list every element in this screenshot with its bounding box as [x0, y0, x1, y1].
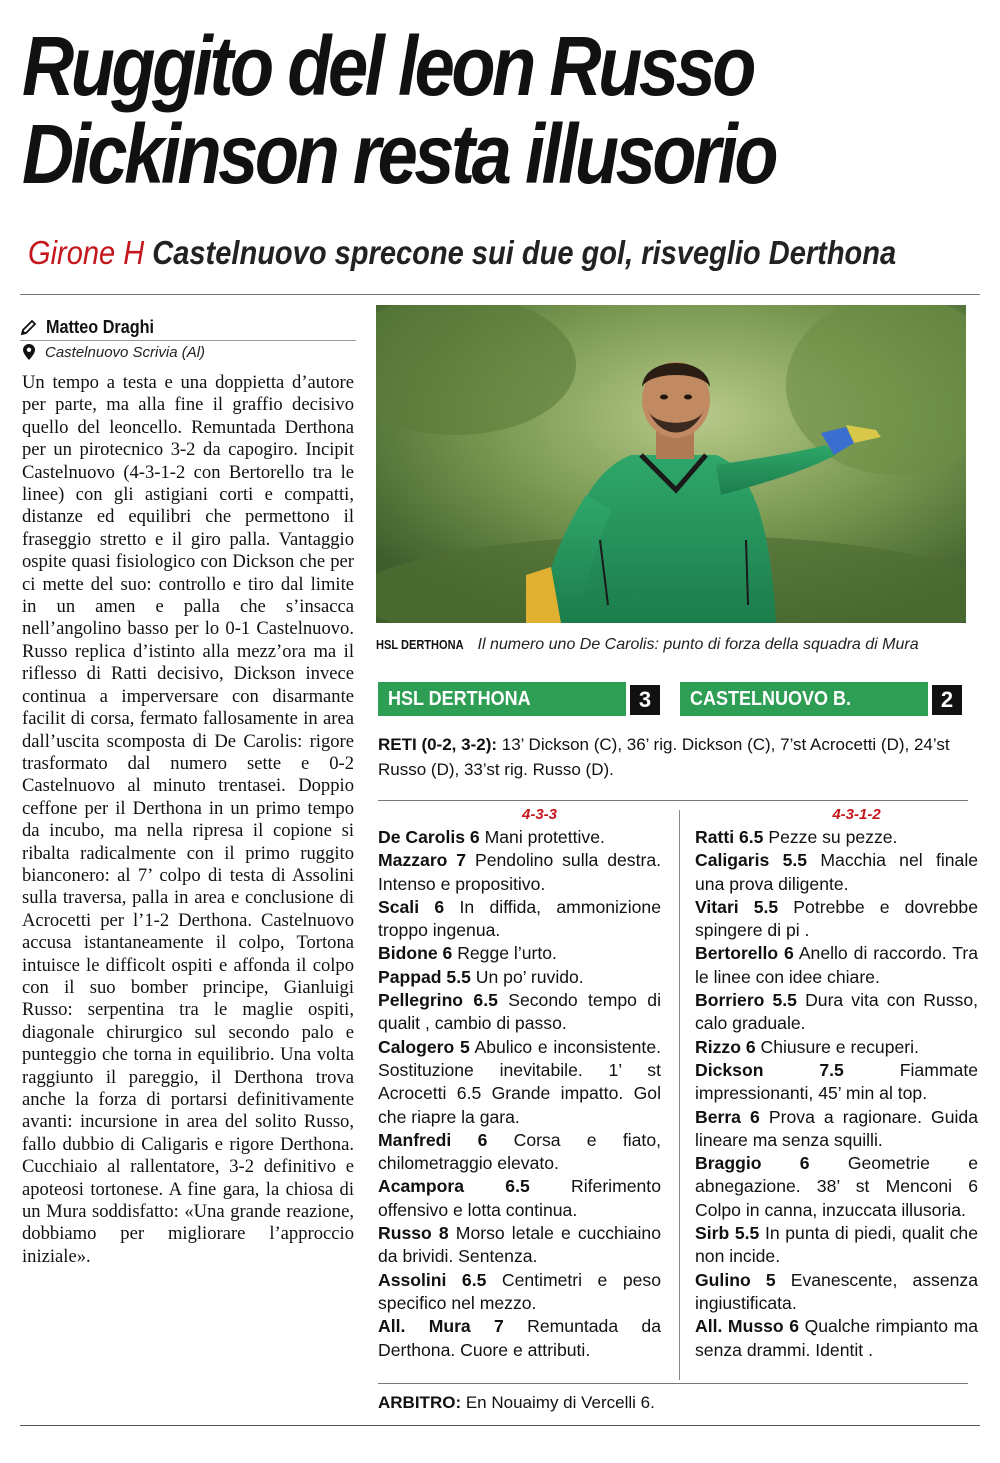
author-name: Matteo Draghi — [46, 316, 155, 337]
article-paragraph: Un tempo a testa e una doppietta d’autore per parte, ma alla fine il graffio decisivo quello del leoncello. Remuntada Derthona per un pirotecnico 3-2 da capogiro. Incipit Castelnuovo (4-3-1-2 con Bertorello tra le linee) con gli astigiani corti e compatti, distanze ed equilibri che permettono il fraseggio stretto e il giro palla. Vantaggio ospite quasi fisiologico con Dickson che per ci mette del suo: controllo e tiro dal limite in un amen e palla che s’insacca nell’angolino basso per lo 0-1 Castelnuovo. Russo replica d’istinto alla mezz’ora ma il riflesso di Ratti decisivo, Dickson invece continua a imperversare con disarmante facilit di corsa, fermato fallosamente in area dall’uscita scomposta di De Carolis: rigore trasformato dal numero sette e 0-2 Castelnuovo al minuto trentasei. Doppio ceffone per il Derthona in un primo tempo da incubo, ma nella ripresa il copione si ribalta radicalmente con il primo ruggito bianconero: al 7’ colpo di testa di Assolini sulla traversa, palla in area e conclusione di Acrocetti per l’1-2 Derthona. Castelnuovo accusa istantaneamente il colpo, Tortona intuisce le difficolt ospiti e affonda il colpo con il suo bomber principe, Gianluigi Russo: serpentina tra le maglie ospiti, diagonale chirurgico sul secondo palo e punteggio che torna in equilibrio. Una volta raggiunto il pareggio, il Derthona trova anche la forza di portarsi definitivamente avanti: incursione in area del solito Russo, fallo dubbio di Caligaris e rigore Derthona. Cucchiaio al rallentatore, 3-2 definitivo e apoteosi tortonese. A fine gara, la chiosa di un Mura soddisfatto: «Una grande reazione, dobbiamo per migliorare l’approccio iniziale». — [22, 372, 354, 1267]
rating-entry — [695, 1269, 978, 1316]
article-photo — [376, 305, 966, 623]
player-rating: De Carolis 6 — [378, 827, 480, 847]
goals-label: RETI (0-2, 3-2): — [378, 735, 498, 754]
rating-entry — [695, 1152, 978, 1222]
player-comment: Abulico e inconsistente. Sostituzione inevitabile. 1’ st Acrocetti 6.5 Grande impatto. Gol che riapre la gara. — [378, 1036, 661, 1127]
rating-entry — [378, 1129, 661, 1176]
subheadline-text: Castelnuovo sprecone sui due gol, risveglio Derthona — [152, 234, 897, 271]
referee-label: ARBITRO: — [378, 1393, 462, 1412]
home-ratings — [378, 806, 661, 1362]
player-comment: In diffida, ammonizione troppo ingenua. — [378, 896, 661, 941]
home-formation: 4-3-3 — [521, 806, 558, 823]
rating-entry — [378, 1315, 661, 1362]
rating-entry — [695, 1315, 978, 1362]
player-rating: Pappad 5.5 — [378, 966, 471, 987]
player-rating: Acampora 6.5 — [378, 1176, 530, 1197]
article-body — [22, 372, 354, 1268]
ratings-divider — [378, 800, 968, 801]
pencil-icon — [20, 318, 38, 336]
player-comment: Fiammate impressionanti, 45’ min al top. — [695, 1059, 978, 1104]
byline — [20, 312, 358, 342]
player-rating: Sirb 5.5 — [695, 1223, 760, 1244]
subheadline — [28, 234, 896, 272]
player-rating: Assolini 6.5 — [378, 1269, 487, 1290]
goals-text: 13’ Dickson (C), 36’ rig. Dickson (C), 7’st Acrocetti (D), 24’st Russo (D), 33’st rig. Russo (D). — [378, 735, 950, 779]
player-rating: Manfredi 6 — [378, 1129, 488, 1150]
player-comment: Potrebbe e dovrebbe spingere di pi . — [695, 896, 978, 941]
home-ratings-list — [378, 826, 661, 1362]
player-rating: Gulino 5 — [695, 1269, 776, 1290]
player-rating: Caligaris 5.5 — [695, 850, 808, 871]
player-comment: Un po’ ruvido. — [475, 966, 584, 987]
rating-entry — [378, 896, 661, 943]
referee-line — [378, 1393, 968, 1413]
player-comment: Dura vita con Russo, calo graduale. — [695, 990, 978, 1034]
player-comment: Geometrie e abnegazione. 38’ st Menconi 6 Colpo in canna, inzuccata illusoria. — [695, 1153, 979, 1220]
location-pin-icon — [23, 344, 35, 360]
player-comment: Remuntada da Derthona. Cuore e attributi. — [378, 1316, 662, 1360]
rating-entry — [695, 896, 978, 943]
player-comment: In punta di piedi, qualit che non incide. — [695, 1223, 978, 1267]
player-comment: Chiusure e recuperi. — [760, 1036, 919, 1057]
rating-entry — [378, 1222, 661, 1269]
player-rating: Vitari 5.5 — [695, 896, 779, 917]
rating-entry — [378, 826, 661, 849]
player-comment: Centimetri e peso specifico nel mezzo. — [378, 1269, 661, 1313]
player-rating: All. Mura 7 — [378, 1316, 504, 1337]
player-rating: Ratti 6.5 — [695, 827, 764, 847]
player-comment: Evanescente, assenza ingiustificata. — [695, 1269, 978, 1313]
rating-entry — [378, 1036, 661, 1129]
player-comment: Regge l’urto. — [457, 943, 557, 964]
player-rating: Braggio 6 — [695, 1153, 810, 1174]
home-score: 3 — [630, 685, 660, 715]
rating-entry — [695, 1036, 978, 1059]
home-team-name: HSL DERTHONA — [388, 687, 531, 710]
away-team-bar — [680, 682, 928, 716]
rating-entry — [695, 942, 978, 989]
player-comment: Riferimento offensivo e lotta continua. — [378, 1176, 661, 1220]
referee-text: En Nouaimy di Vercelli 6. — [465, 1393, 655, 1412]
rating-entry — [378, 1269, 661, 1316]
rating-entry — [695, 989, 978, 1036]
player-comment: Prova a ragionare. Guida lineare ma senza squilli. — [695, 1106, 978, 1150]
rating-entry — [378, 1175, 661, 1222]
referee-divider — [378, 1383, 968, 1384]
player-rating: Scali 6 — [378, 896, 445, 917]
player-rating: Berra 6 — [695, 1106, 760, 1127]
section-tag: Girone H — [28, 234, 145, 271]
headline-line-2: Dickinson resta illusorio — [22, 107, 776, 201]
away-team-name: CASTELNUOVO B. — [690, 687, 852, 710]
rating-entry — [378, 942, 661, 965]
player-comment: Anello di raccordo. Tra le linee con idee chiare. — [695, 943, 978, 987]
photo-caption — [376, 636, 976, 654]
rating-entry — [378, 989, 661, 1036]
goalkeeper-photo — [376, 305, 966, 623]
rating-entry — [695, 826, 978, 849]
player-rating: Bertorello 6 — [695, 943, 794, 964]
player-rating: Calogero 5 — [378, 1036, 470, 1057]
away-ratings — [695, 806, 978, 1362]
player-rating: Borriero 5.5 — [695, 990, 797, 1011]
rating-entry — [695, 1222, 978, 1269]
bottom-divider — [20, 1425, 980, 1426]
goals-summary — [378, 732, 968, 782]
rating-entry — [695, 849, 978, 896]
caption-text: Il numero uno De Carolis: punto di forza della squadra di Mura — [477, 636, 919, 653]
player-rating: Dickson 7.5 — [695, 1059, 844, 1080]
headline — [22, 19, 848, 201]
player-rating: Rizzo 6 — [695, 1036, 756, 1057]
photo-source: HSL DERTHONA — [376, 637, 464, 652]
player-comment: Corsa e fiato, chilometraggio elevato. — [378, 1129, 661, 1174]
player-comment: Mani protettive. — [484, 827, 605, 847]
headline-line-1: Ruggito del leon Russo — [22, 19, 753, 113]
rating-entry — [378, 849, 661, 896]
player-comment: Pezze su pezze. — [768, 827, 898, 847]
away-formation: 4-3-1-2 — [832, 806, 881, 823]
player-comment: Macchia nel finale una prova diligente. — [695, 850, 979, 894]
player-comment: Morso letale e cucchiaino da brividi. Sentenza. — [378, 1223, 661, 1267]
player-rating: Mazzaro 7 — [378, 850, 467, 871]
player-rating: Pellegrino 6.5 — [378, 990, 498, 1011]
home-team-bar — [378, 682, 626, 716]
away-score: 2 — [932, 685, 962, 715]
column-divider — [679, 810, 680, 1380]
player-rating: Russo 8 — [378, 1223, 449, 1244]
rating-entry — [378, 966, 661, 989]
top-divider — [20, 294, 980, 295]
player-comment: Pendolino sulla destra. Intenso e propositivo. — [378, 850, 661, 894]
rating-entry — [695, 1059, 978, 1106]
player-rating: All. Musso 6 — [695, 1316, 799, 1337]
player-comment: Secondo tempo di qualit , cambio di passo. — [378, 990, 661, 1034]
rating-entry — [695, 1106, 978, 1153]
player-comment: Qualche rimpianto ma senza drammi. Identit . — [695, 1316, 979, 1360]
location: Castelnuovo Scrivia (Al) — [45, 343, 206, 361]
dateline — [20, 340, 358, 364]
player-rating: Bidone 6 — [378, 943, 453, 964]
away-ratings-list — [695, 826, 978, 1362]
